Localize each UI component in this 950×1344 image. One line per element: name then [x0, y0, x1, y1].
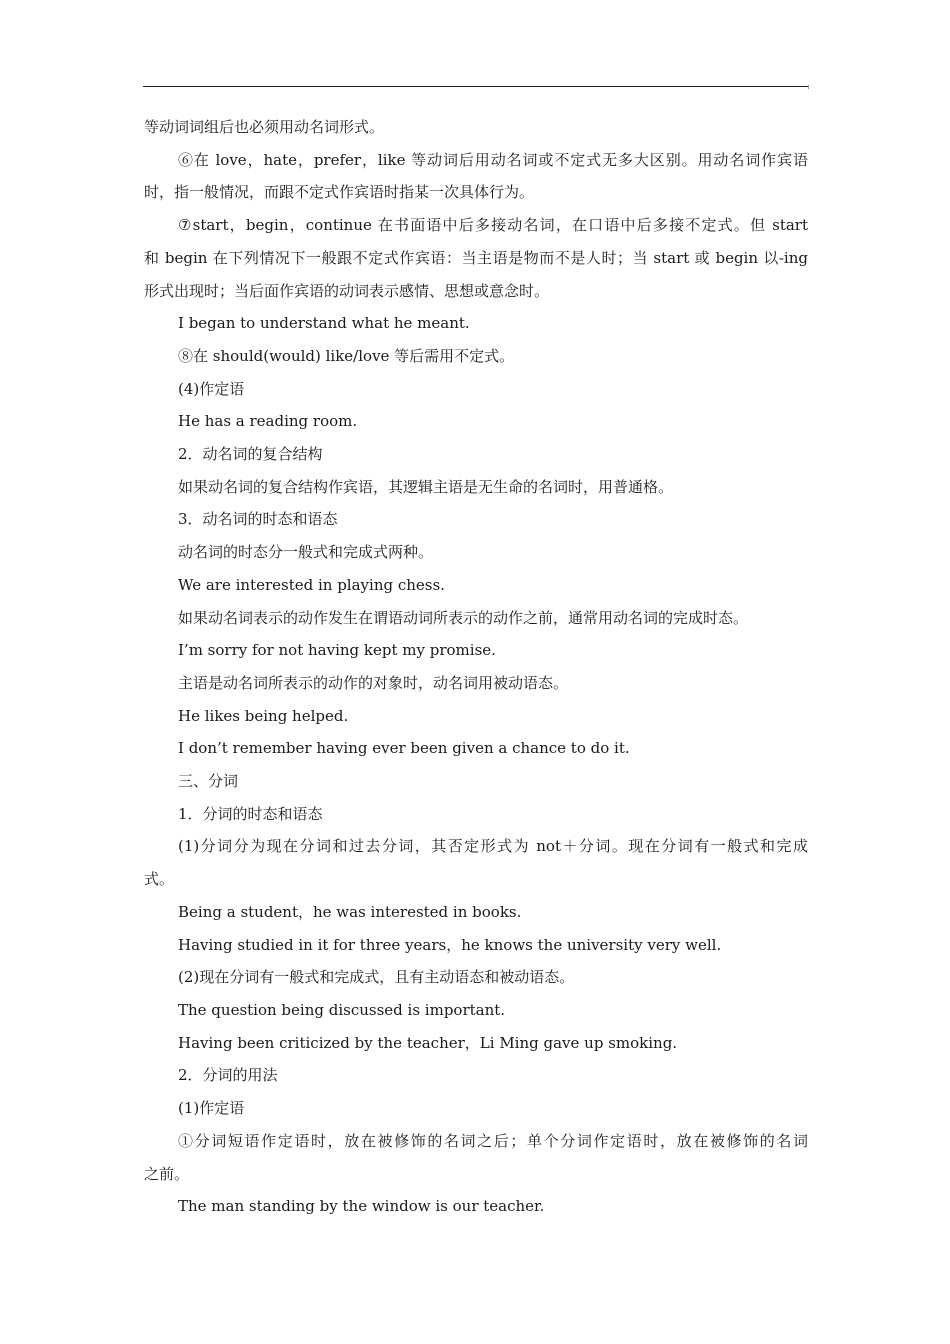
text-line: I began to understand what he meant.: [178, 314, 470, 333]
text-line: ⑧在 should(would) like/love 等后需用不定式。: [178, 346, 515, 365]
text-line: Being a student，he was interested in books.: [178, 902, 522, 921]
text-line: ⑥在 love，hate，prefer，like 等动词后用动名词或不定式无多大区别。用动名词作宾语: [178, 150, 808, 169]
text-line: 3．动名词的时态和语态: [178, 510, 338, 529]
text-line: We are interested in playing chess.: [178, 575, 445, 594]
text-line: 2．动名词的复合结构: [178, 445, 323, 464]
text-line: 动名词的时态分一般式和完成式两种。: [178, 543, 434, 562]
text-line: 时，指一般情况，而跟不定式作宾语时指某一次具体行为。: [144, 183, 535, 202]
text-line: The man standing by the window is our teacher.: [178, 1197, 545, 1216]
text-line: I’m sorry for not having kept my promise.: [178, 641, 496, 660]
text-line: He likes being helped.: [178, 706, 349, 725]
text-line: He has a reading room.: [178, 412, 358, 431]
text-line: 等动词词组后也必须用动名词形式。: [144, 118, 385, 136]
header-corner-mark: [808, 85, 809, 89]
text-line: 如果动名词表示的动作发生在谓语动词所表示的动作之前，通常用动名词的完成时态。: [178, 608, 749, 627]
text-line: The question being discussed is important.: [178, 1000, 506, 1019]
text-line: (4)作定语: [178, 379, 245, 398]
text-line: 主语是动名词所表示的动作的对象时，动名词用被动语态。: [178, 673, 569, 692]
document-body: [144, 111, 808, 1223]
text-line: 2．分词的用法: [178, 1066, 278, 1085]
text-line: I don’t remember having ever been given a chance to do it.: [178, 739, 630, 758]
text-line: 之前。: [144, 1164, 190, 1183]
text-line: 形式出现时；当后面作宾语的动词表示感情、思想或意念时。: [144, 281, 550, 300]
text-line: 式。: [144, 870, 175, 889]
text-line: Having studied in it for three years，he knows the university very well.: [178, 935, 722, 954]
text-line: (2)现在分词有一般式和完成式，且有主动语态和被动语态。: [178, 968, 575, 987]
text-line: ⑦start，begin，continue 在书面语中后多接动名词，在口语中后多接不定式。但 start: [178, 216, 808, 235]
text-line: (1)作定语: [178, 1099, 245, 1118]
text-line: 1．分词的时态和语态: [178, 804, 323, 823]
text-line: (1)分词分为现在分词和过去分词，其否定形式为 not＋分词。现在分词有一般式和完成: [178, 837, 808, 856]
header-rule: [143, 86, 809, 87]
text-line: 和 begin 在下列情况下一般跟不定式作宾语：当主语是物而不是人时；当 start 或 begin 以-ing: [144, 248, 808, 267]
text-line: 三、分词: [178, 772, 239, 791]
text-line: Having been criticized by the teacher，Li Ming gave up smoking.: [178, 1033, 678, 1052]
text-line: 如果动名词的复合结构作宾语，其逻辑主语是无生命的名词时，用普通格。: [178, 477, 674, 496]
text-line: ①分词短语作定语时，放在被修饰的名词之后；单个分词作定语时，放在被修饰的名词: [178, 1131, 808, 1150]
